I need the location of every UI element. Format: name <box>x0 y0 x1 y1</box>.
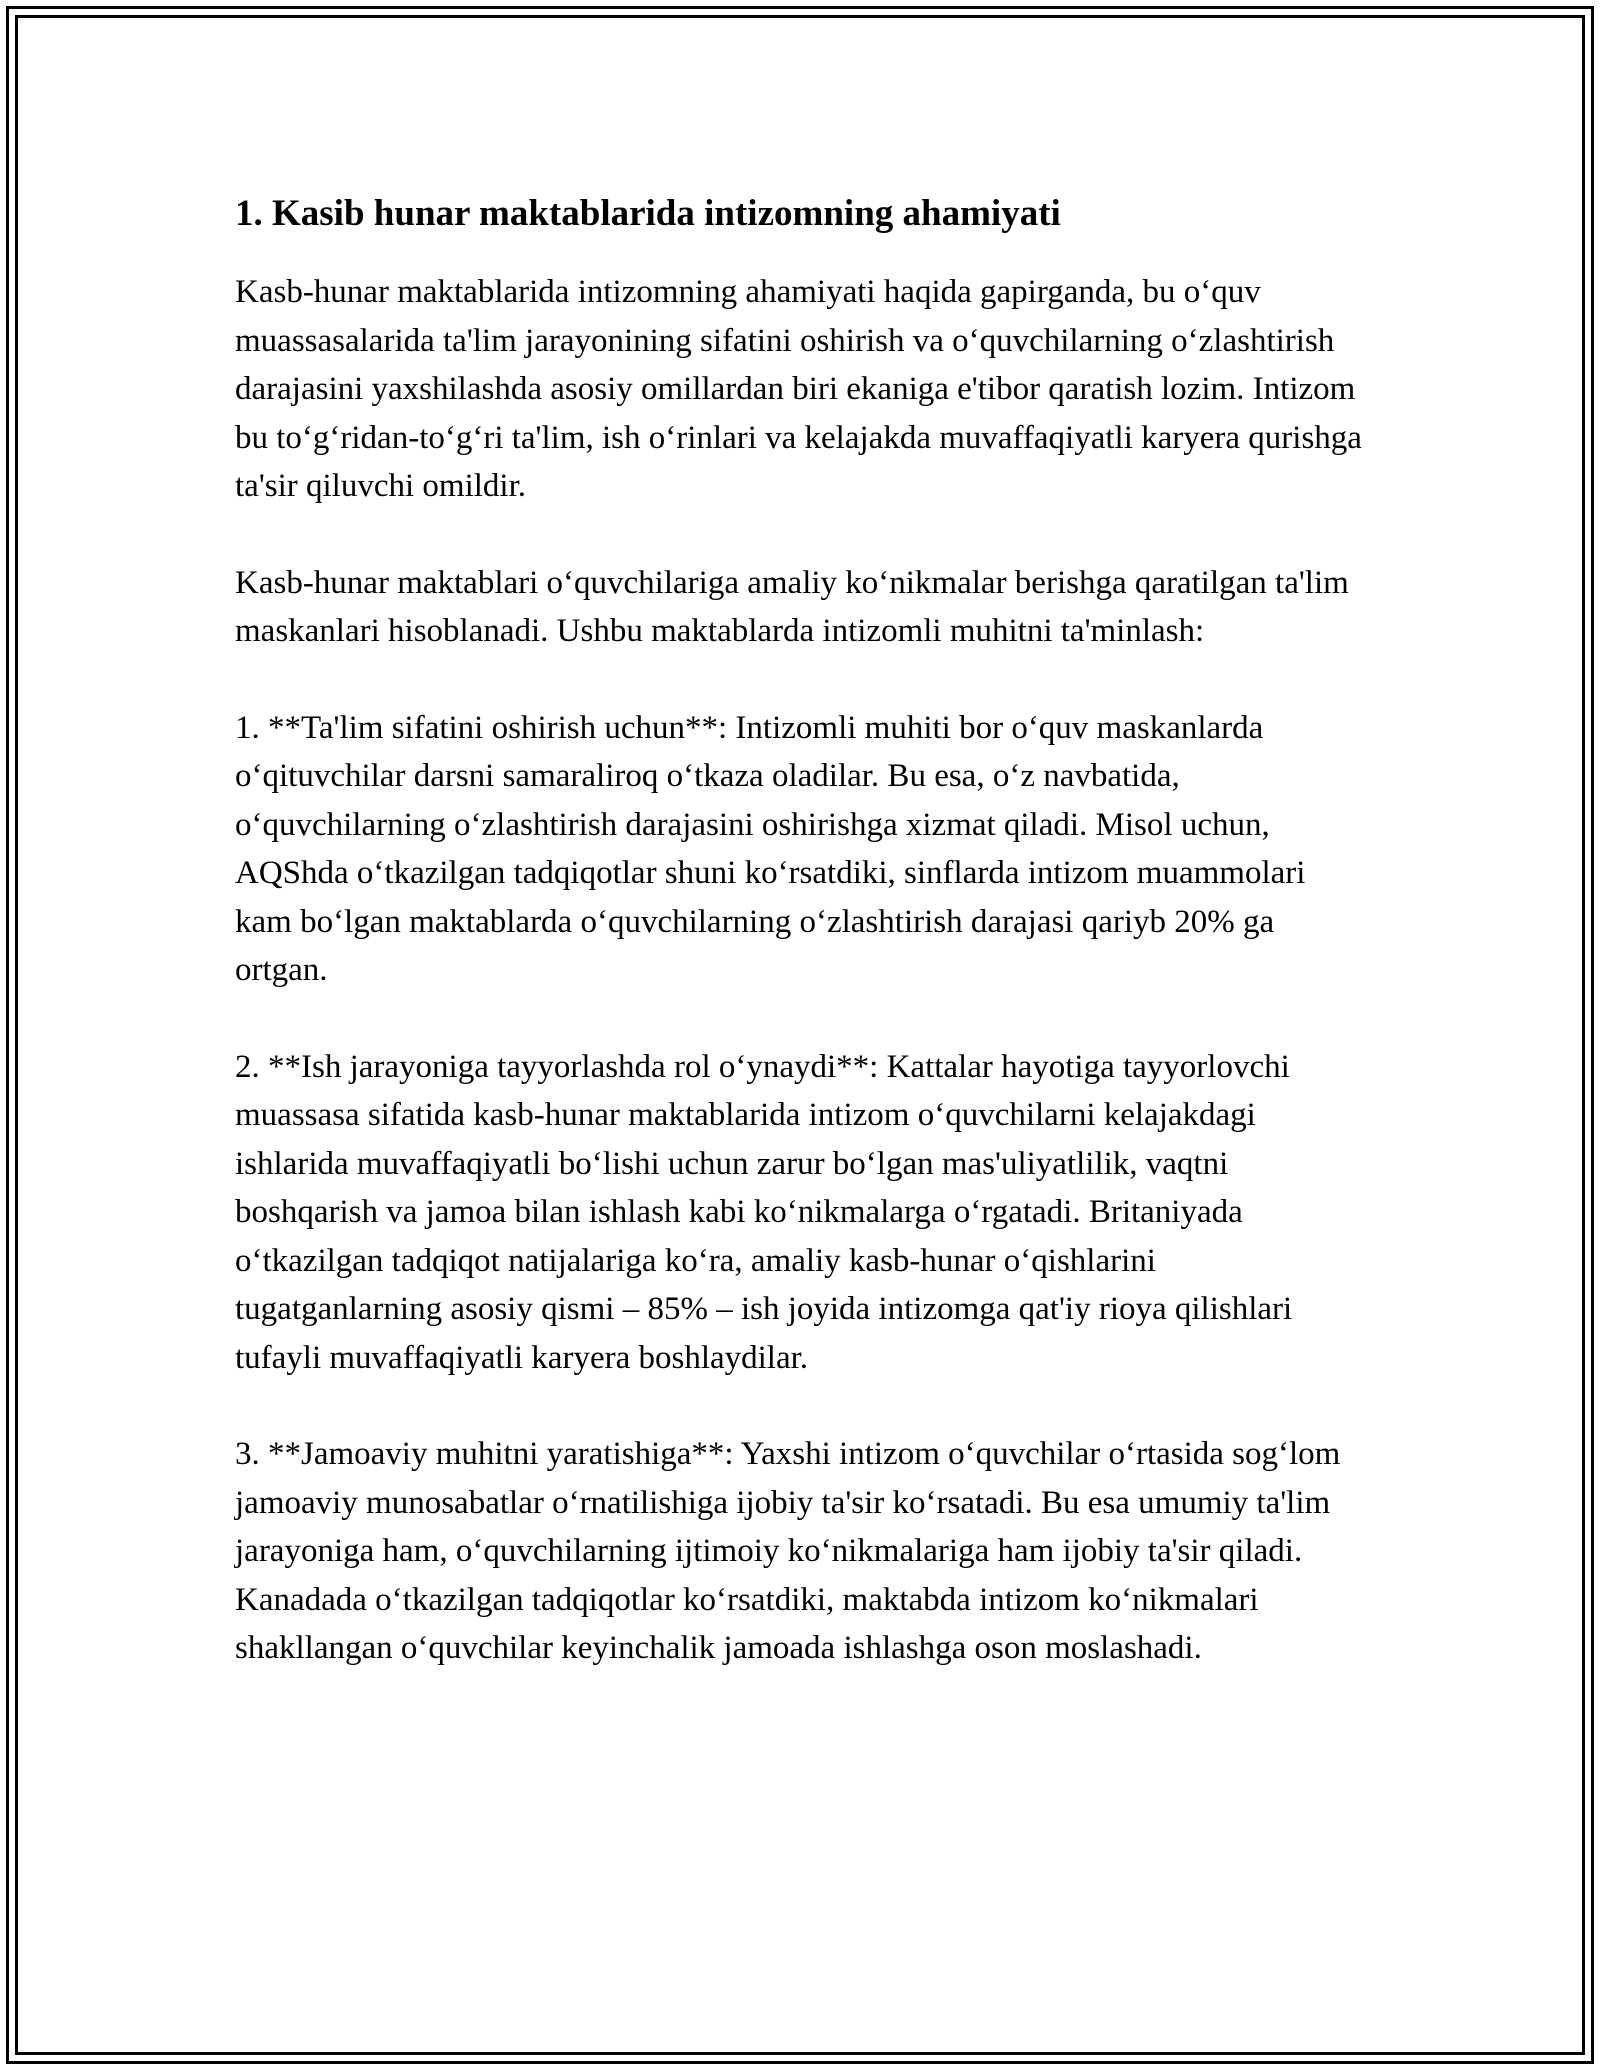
paragraph-context: Kasb-hunar maktablari o‘quvchilariga amaliy ko‘nikmalar berishga qaratilgan ta'lim maskanlari hisoblanadi. Ushbu maktablarda intizomli muhitni ta'minlash: <box>235 564 1349 649</box>
list-item-3: 3. **Jamoaviy muhitni yaratishiga**: Yaxshi intizom o‘quvchilar o‘rtasida sog‘lom jamoaviy munosabatlar o‘rnatilishiga ijobiy ta'sir ko‘rsatadi. Bu esa umumiy ta'lim jarayoniga ham, o‘quvchilarning ijtimoiy ko‘nikmalariga ham ijobiy ta'sir qiladi. Kanadada o‘tkazilgan tadqiqotlar ko‘rsatdiki, maktabda intizom ko‘nikmalari shakllangan o‘quvchilar keyinchalik jamoada ishlashga oson moslashadi. <box>235 1436 1341 1666</box>
list-item-2: 2. **Ish jarayoniga tayyorlashda rol o‘ynaydi**: Kattalar hayotiga tayyorlovchi muassasa sifatida kasb-hunar maktablarida intizom o‘quvchilarni kelajakdagi ishlarida muvaffaqiyatli bo‘lishi uchun zarur bo‘lgan mas'uliyatlilik, vaqtni boshqarish va jamoa bilan ishlash kabi ko‘nikmalarga o‘rgatadi. Britaniyada o‘tkazilgan tadqiqot natijalariga ko‘ra, amaliy kasb-hunar o‘qishlarini tugatganlarning asosiy qismi – 85% – ish joyida intizomga qat'iy rioya qilishlari tufayli muvaffaqiyatli karyera boshlaydilar. <box>235 1048 1293 1376</box>
list-item-1: 1. **Ta'lim sifatini oshirish uchun**: Intizomli muhiti bor o‘quv maskanlarda o‘qituvchilar darsni samaraliroq o‘tkaza oladilar. Bu esa, o‘z navbatida, o‘quvchilarning o‘zlashtirish darajasini oshirishga xizmat qiladi. Misol uchun, AQShda o‘tkazilgan tadqiqotlar shuni ko‘rsatdiki, sinflarda intizom muammolari kam bo‘lgan maktablarda o‘quvchilarning o‘zlashtirish darajasi qariyb 20% ga ortgan. <box>235 709 1306 988</box>
paragraph-intro: Kasb-hunar maktablarida intizomning ahamiyati haqida gapirganda, bu o‘quv muassasalarida ta'lim jarayonining sifatini oshirish va o‘quvchilarning o‘zlashtirish darajasini yaxshilashda asosiy omillardan biri ekaniga e'tibor qaratish lozim. Intizom bu to‘g‘ridan-to‘g‘ri ta'lim, ish o‘rinlari va kelajakda muvaffaqiyatli karyera qurishga ta'sir qiluvchi omildir. <box>235 274 1362 504</box>
document-heading: 1. Kasib hunar maktablarida intizomning ahamiyati <box>235 193 1061 234</box>
document-body <box>235 188 1365 1721</box>
